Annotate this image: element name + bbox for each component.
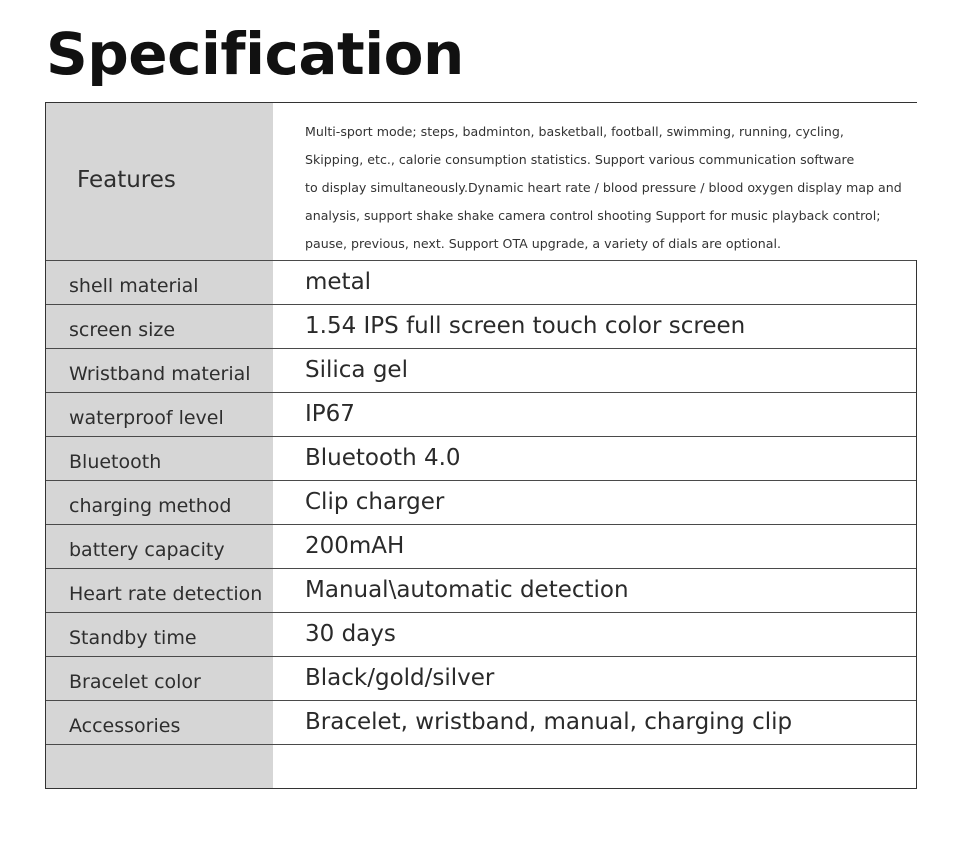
table-row	[46, 569, 916, 613]
table-row-features	[46, 103, 916, 261]
row-label-empty	[46, 745, 273, 788]
row-value: 200mAH	[273, 525, 916, 568]
row-label: Wristband material	[46, 349, 273, 392]
table-row	[46, 525, 916, 569]
table-row	[46, 613, 916, 657]
features-line: to display simultaneously.Dynamic heart rate / blood pressure / blood oxygen display map and	[305, 180, 902, 195]
row-label: Bracelet color	[46, 657, 273, 700]
row-value: Clip charger	[273, 481, 916, 524]
table-row	[46, 261, 916, 305]
row-value: Bluetooth 4.0	[273, 437, 916, 480]
table-row	[46, 349, 916, 393]
row-label: screen size	[46, 305, 273, 348]
row-value: Black/gold/silver	[273, 657, 916, 700]
features-line: Skipping, etc., calorie consumption statistics. Support various communication software	[305, 152, 855, 167]
row-label: shell material	[46, 261, 273, 304]
table-row	[46, 305, 916, 349]
row-value-empty	[273, 745, 916, 788]
row-label: waterproof level	[46, 393, 273, 436]
row-label: Bluetooth	[46, 437, 273, 480]
features-description	[273, 103, 922, 260]
table-row	[46, 481, 916, 525]
row-value: Bracelet, wristband, manual, charging clip	[273, 701, 916, 744]
table-row	[46, 701, 916, 745]
row-label: Accessories	[46, 701, 273, 744]
table-row	[46, 393, 916, 437]
table-row-empty	[46, 745, 916, 788]
row-value: Manual\automatic detection	[273, 569, 916, 612]
row-value: Silica gel	[273, 349, 916, 392]
page-title: Specification	[46, 20, 464, 88]
features-line: pause, previous, next. Support OTA upgrade, a variety of dials are optional.	[305, 236, 781, 251]
row-value: metal	[273, 261, 916, 304]
spec-table	[45, 102, 917, 789]
row-label: charging method	[46, 481, 273, 524]
row-label: Features	[46, 103, 273, 260]
row-label: Standby time	[46, 613, 273, 656]
row-value: IP67	[273, 393, 916, 436]
row-label: Heart rate detection	[46, 569, 273, 612]
features-line: analysis, support shake shake camera control shooting Support for music playback control;	[305, 208, 881, 223]
row-value: 30 days	[273, 613, 916, 656]
table-row	[46, 657, 916, 701]
features-line: Multi-sport mode; steps, badminton, basketball, football, swimming, running, cycling,	[305, 124, 844, 139]
table-row	[46, 437, 916, 481]
row-label: battery capacity	[46, 525, 273, 568]
row-value: 1.54 IPS full screen touch color screen	[273, 305, 916, 348]
